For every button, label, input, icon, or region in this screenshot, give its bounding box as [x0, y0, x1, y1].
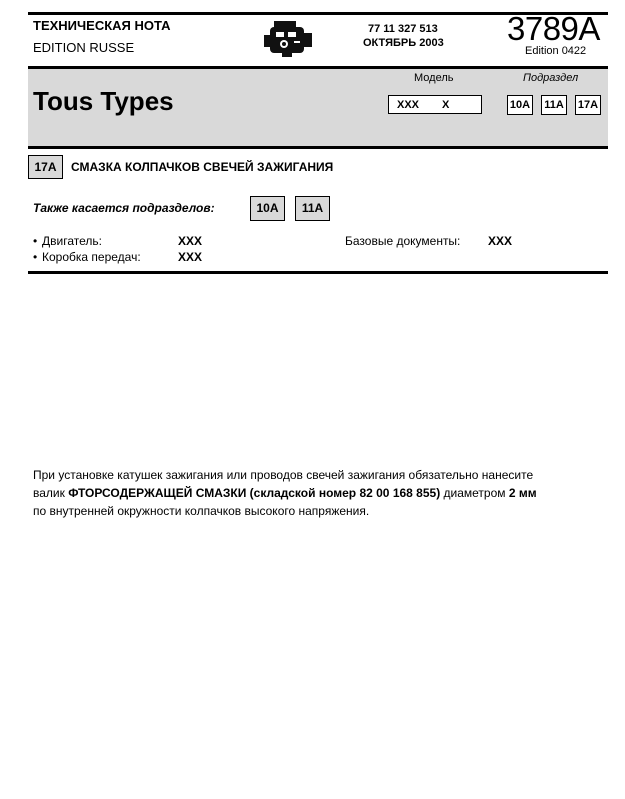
engine-label: • Двигатель:	[42, 234, 102, 248]
subsection-17A: 17A	[575, 95, 601, 115]
model-label: Модель	[414, 72, 454, 84]
edition-label: EDITION RUSSE	[33, 40, 135, 55]
subsection-10A: 10A	[507, 95, 533, 115]
base-docs-value: XXX	[488, 234, 513, 248]
body-line-2-mid: диаметром	[440, 486, 509, 500]
note-number: 3789A	[507, 10, 600, 47]
body-text	[33, 466, 613, 520]
also-concerns-11A: 11A	[295, 196, 330, 221]
band-top-rule	[28, 66, 608, 69]
also-concerns-label: Также касается подразделов:	[33, 201, 215, 215]
body-line-2	[33, 484, 613, 502]
also-concerns-10A: 10A	[250, 196, 285, 221]
body-line-2-pre: валик	[33, 486, 69, 500]
model-field	[388, 95, 482, 114]
reference-number: 77 11 327 513	[368, 23, 438, 35]
note-date: ОКТЯБРЬ 2003	[363, 37, 444, 49]
subsection-label: Подраздел	[523, 72, 579, 84]
edition-code: Edition 0422	[525, 45, 587, 57]
info-bottom-rule	[28, 271, 608, 274]
gearbox-label: • Коробка передач:	[42, 250, 141, 264]
page-title: Tous Types	[33, 86, 174, 116]
body-line-1: При установке катушек зажигания или проводов свечей зажигания обязательно нанесите	[33, 468, 534, 482]
gearbox-value: XXX	[178, 250, 203, 264]
bead-diameter: 2 мм	[508, 486, 537, 500]
grease-part-number: ФТОРСОДЕРЖАЩЕЙ СМАЗКИ (складской номер 82 00 168 855)	[68, 486, 441, 500]
base-docs-label: Базовые документы:	[345, 234, 461, 248]
topic-code-badge: 17A	[28, 155, 63, 179]
band-bottom-rule	[28, 146, 608, 149]
doc-type: ТЕХНИЧЕСКАЯ НОТА	[33, 18, 171, 33]
engine-value: XXX	[178, 234, 203, 248]
body-line-3: по внутренней окружности колпачков высокого напряжения.	[33, 504, 370, 518]
engine-logo-icon	[264, 17, 312, 59]
model-value-2: X	[442, 99, 450, 111]
topic-title: СМАЗКА КОЛПАЧКОВ СВЕЧЕЙ ЗАЖИГАНИЯ	[71, 160, 334, 174]
model-value-1: XXX	[397, 99, 420, 111]
subsection-11A: 11A	[541, 95, 567, 115]
